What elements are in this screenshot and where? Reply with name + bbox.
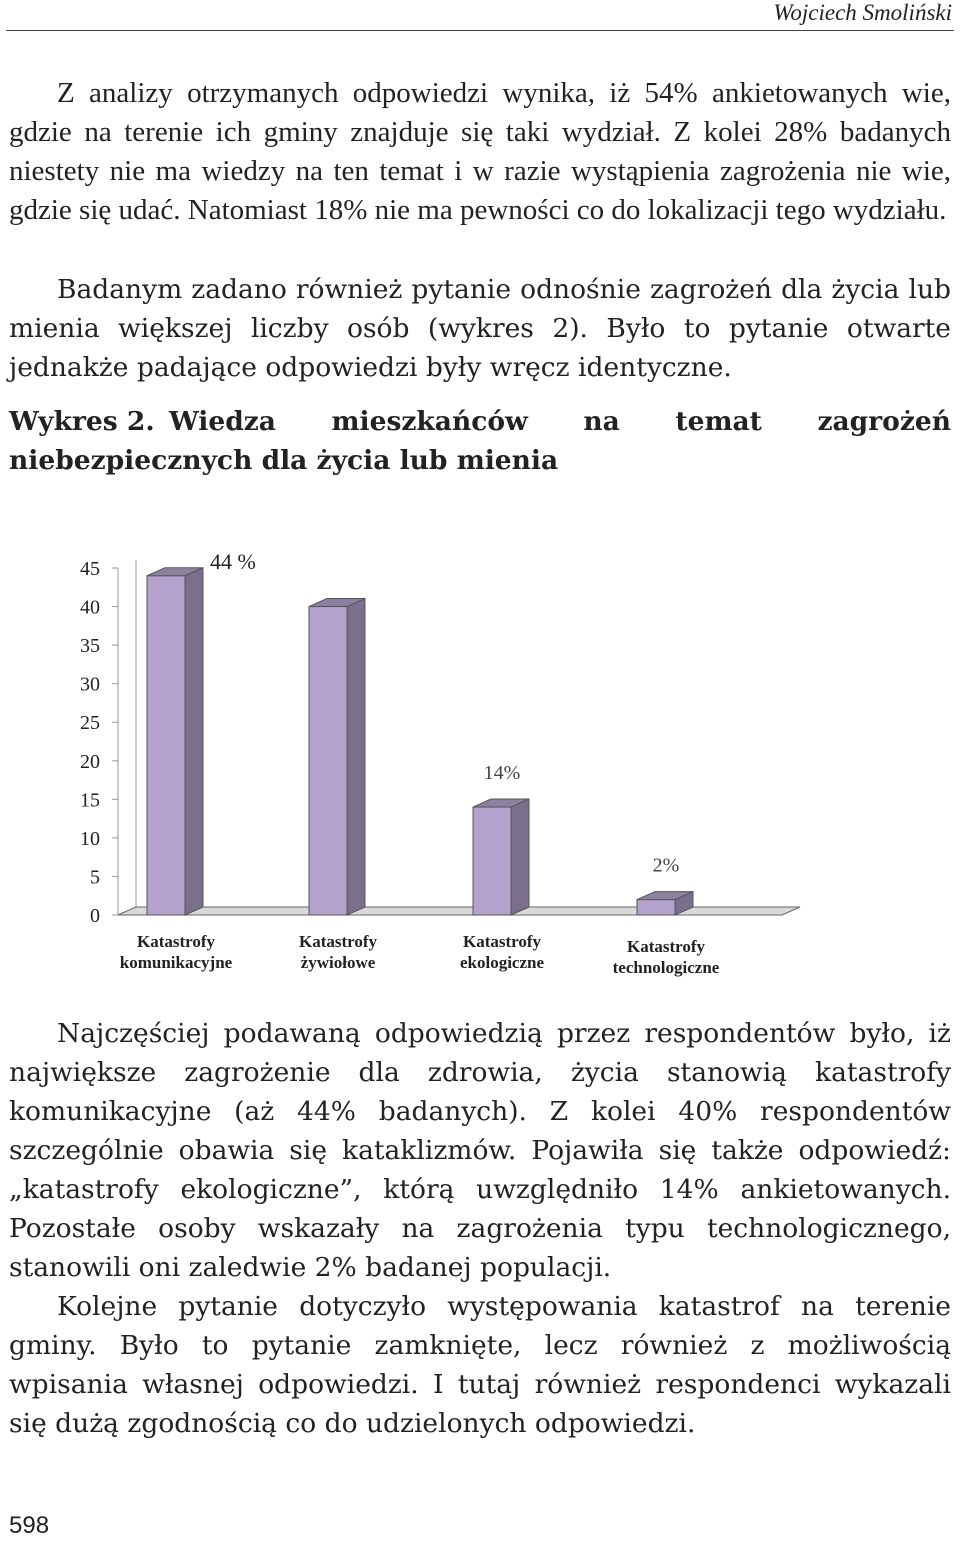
figure-caption-label: Wykres 2. (9, 406, 155, 437)
bar (473, 807, 511, 915)
category-label: Katastrofy (298, 932, 378, 951)
paragraph-1: Z analizy otrzymanych odpowiedzi wynika, iż 54% ankietowanych wie, gdzie na terenie ich gminy znajduje się taki wydział. Z kolei 28% badanych niestety nie ma wiedzy na ten temat i w razie wystąpienia zagrożenia nie wie, gdzie się udać. Natomiast 18% nie ma pewności co do lokalizacji tego wydziału. (9, 77, 951, 226)
y-tick-label: 0 (90, 905, 100, 927)
figure-caption-text: Wiedza mieszkańców na temat zagrożeń niebezpiecznych dla życia lub mienia (9, 406, 951, 476)
category-label: Katastrofy (136, 932, 216, 951)
bar (637, 900, 675, 915)
category-label: ekologiczne (459, 953, 545, 972)
bar-data-label: 44 % (210, 549, 256, 574)
bar-data-label: 14% (483, 762, 521, 785)
bar-chart (60, 536, 820, 986)
page-number: 598 (9, 1512, 50, 1539)
bar (309, 607, 347, 915)
category-label: technologiczne (612, 958, 720, 977)
category-label: żywiołowe (300, 953, 376, 972)
y-tick-label: 45 (80, 558, 100, 580)
bar-side (185, 568, 203, 915)
y-tick-label: 20 (80, 750, 100, 773)
y-tick-label: 5 (90, 866, 100, 889)
category-label: komunikacyjne (119, 953, 233, 972)
y-tick-label: 15 (80, 789, 100, 812)
bar (147, 576, 185, 915)
paragraph-3: Najczęściej podawaną odpowiedzią przez respondentów było, iż największe zagrożenie dla zdrowia, życia stanowią katastrofy komunikacyjne (aż 44% badanych). Z kolei 40% respondentów szczególnie obawia się kataklizmów. Pojawiła się także odpowiedź: „katastrofy ekologiczne”, którą uwzględniło 14% ankietowanych. Pozostałe osoby wskazały na zagrożenia typu technologicznego, stanowili oni zaledwie 2% badanej populacji. (9, 1018, 951, 1283)
bar-side (511, 799, 529, 915)
figure-caption (9, 402, 951, 480)
y-tick-label: 10 (80, 827, 100, 850)
category-label: Katastrofy (462, 932, 542, 951)
bar-data-label: 2% (652, 854, 680, 877)
category-label: Katastrofy (626, 937, 706, 956)
chart-floor (118, 907, 800, 915)
running-header: Wojciech Smoliński (773, 0, 952, 25)
y-tick-label: 25 (80, 712, 100, 735)
bar-side (347, 599, 365, 915)
y-tick-label: 40 (80, 596, 100, 619)
axis-wall (118, 560, 136, 915)
paragraph-2: Badanym zadano również pytanie odnośnie zagrożeń dla życia lub mienia większej liczby osób (wykres 2). Było to pytanie otwarte jednakże padające odpowiedzi były wręcz identyczne. (9, 274, 951, 383)
y-tick-label: 30 (80, 673, 100, 696)
y-tick-label: 35 (80, 635, 100, 658)
paragraph-4: Kolejne pytanie dotyczyło występowania katastrof na terenie gminy. Było to pytanie zamknięte, lecz również z możliwością wpisania własnej odpowiedzi. I tutaj również respondenci wykazali się dużą zgodnością co do udzielonych odpowiedzi. (9, 1291, 951, 1439)
header-rule (6, 30, 954, 31)
